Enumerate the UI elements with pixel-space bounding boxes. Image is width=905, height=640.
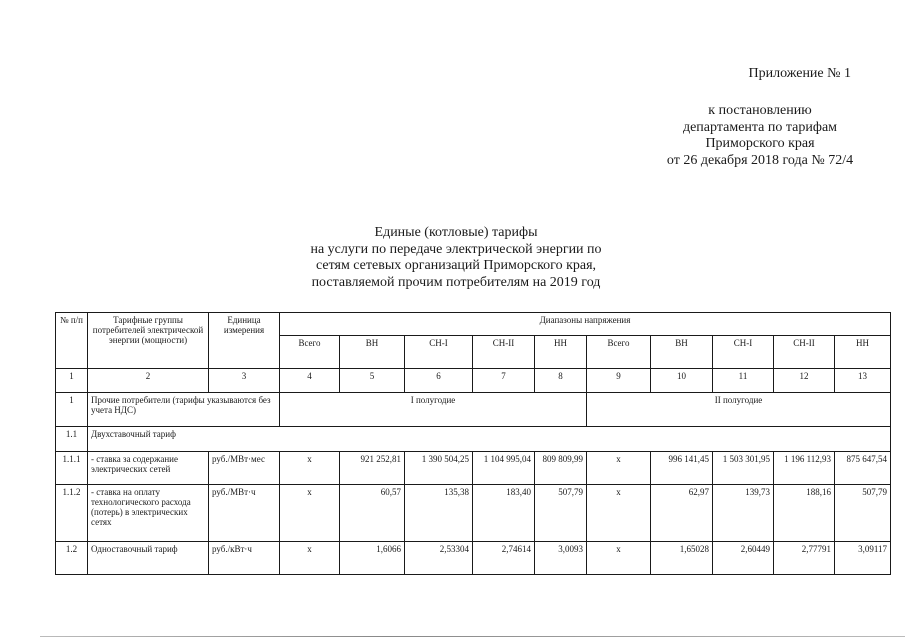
half-year-1: I полугодие xyxy=(280,393,587,427)
half-year-2: II полугодие xyxy=(587,393,891,427)
table-row xyxy=(56,542,891,575)
value-cell: 507,79 xyxy=(535,485,587,542)
appendix-line: к постановлению xyxy=(708,103,812,118)
header-col: ВН xyxy=(340,336,405,369)
value-cell: 2,74614 xyxy=(473,542,535,575)
table-row xyxy=(56,427,891,452)
value-cell: x xyxy=(587,542,651,575)
value-cell: 60,57 xyxy=(340,485,405,542)
index-cell: 3 xyxy=(209,369,280,393)
index-cell: 10 xyxy=(651,369,713,393)
row-num: 1.1 xyxy=(56,427,88,452)
value-cell: 2,77791 xyxy=(774,542,835,575)
header-row xyxy=(56,313,891,336)
header-ranges: Диапазоны напряжения xyxy=(280,313,891,336)
row-num: 1 xyxy=(56,393,88,427)
value-cell: 875 647,54 xyxy=(835,452,891,485)
value-cell: 3,09117 xyxy=(835,542,891,575)
value-cell: 62,97 xyxy=(651,485,713,542)
index-cell: 13 xyxy=(835,369,891,393)
appendix-number xyxy=(749,66,853,99)
row-label: - ставка на оплату технологического расхода (потерь) в электрических сетях xyxy=(88,485,209,542)
index-cell: 8 xyxy=(535,369,587,393)
value-cell: 1 390 504,25 xyxy=(405,452,473,485)
appendix-reference xyxy=(655,103,865,169)
appendix-line: департамента по тарифам xyxy=(682,119,838,135)
row-num: 1.1.2 xyxy=(56,485,88,542)
row-label: Прочие потребители (тарифы указываются без учета НДС) xyxy=(88,393,280,427)
value-cell: x xyxy=(587,452,651,485)
value-cell: 3,0093 xyxy=(535,542,587,575)
header-num: № п/п xyxy=(56,313,88,369)
index-row xyxy=(56,369,891,393)
appendix-line: от 26 декабря 2018 года № 72/4 xyxy=(666,152,854,168)
value-cell: 2,60449 xyxy=(713,542,774,575)
index-cell: 5 xyxy=(340,369,405,393)
header-col: ВН xyxy=(651,336,713,369)
row-num: 1.2 xyxy=(56,542,88,575)
value-cell: x xyxy=(280,452,340,485)
index-cell: 1 xyxy=(56,369,88,393)
index-cell: 2 xyxy=(88,369,209,393)
table-row xyxy=(56,485,891,542)
value-cell: 1,65028 xyxy=(651,542,713,575)
value-cell: x xyxy=(280,485,340,542)
header-col: СН-I xyxy=(405,336,473,369)
title-line: на услуги по передаче электрической энергии по xyxy=(310,241,602,257)
header-col: СН-II xyxy=(473,336,535,369)
value-cell: 1 104 995,04 xyxy=(473,452,535,485)
row-unit: руб./МВт·мес xyxy=(209,452,280,485)
value-cell: x xyxy=(280,542,340,575)
header-col: Всего xyxy=(587,336,651,369)
index-cell: 11 xyxy=(713,369,774,393)
title-line: сетям сетевых организаций Приморского края, xyxy=(315,258,597,273)
header-col: НН xyxy=(835,336,891,369)
value-cell: 139,73 xyxy=(713,485,774,542)
value-cell: 507,79 xyxy=(835,485,891,542)
index-cell: 9 xyxy=(587,369,651,393)
header-col: СН-I xyxy=(713,336,774,369)
value-cell: 188,16 xyxy=(774,485,835,542)
value-cell: x xyxy=(587,485,651,542)
index-cell: 12 xyxy=(774,369,835,393)
row-label: Двухставочный тариф xyxy=(88,427,891,452)
document-title xyxy=(270,225,642,291)
tariff-table xyxy=(55,312,891,575)
value-cell: 1,6066 xyxy=(340,542,405,575)
row-num: 1.1.1 xyxy=(56,452,88,485)
header-col: НН xyxy=(535,336,587,369)
appendix-number-text: Приложение № 1 xyxy=(748,66,851,81)
value-cell: 135,38 xyxy=(405,485,473,542)
header-unit: Единица измерения xyxy=(209,313,280,369)
index-cell: 7 xyxy=(473,369,535,393)
scan-edge-divider xyxy=(40,636,905,637)
value-cell: 1 196 112,93 xyxy=(774,452,835,485)
value-cell: 2,53304 xyxy=(405,542,473,575)
row-unit: руб./МВт·ч xyxy=(209,485,280,542)
title-line: Единые (котловые) тарифы xyxy=(374,225,538,240)
table-row xyxy=(56,393,891,427)
row-label: - ставка за содержание электрических сетей xyxy=(88,452,209,485)
header-col: Всего xyxy=(280,336,340,369)
title-line: поставляемой прочим потребителям на 2019 год xyxy=(311,274,601,290)
value-cell: 809 809,99 xyxy=(535,452,587,485)
row-label: Одноставочный тариф xyxy=(88,542,209,575)
value-cell: 1 503 301,95 xyxy=(713,452,774,485)
index-cell: 4 xyxy=(280,369,340,393)
value-cell: 921 252,81 xyxy=(340,452,405,485)
index-cell: 6 xyxy=(405,369,473,393)
appendix-line: Приморского края xyxy=(705,136,815,151)
row-unit: руб./кВт·ч xyxy=(209,542,280,575)
value-cell: 996 141,45 xyxy=(651,452,713,485)
table-row xyxy=(56,452,891,485)
header-groups: Тарифные группы потребителей электрической энергии (мощности) xyxy=(88,313,209,369)
value-cell: 183,40 xyxy=(473,485,535,542)
header-col: СН-II xyxy=(774,336,835,369)
